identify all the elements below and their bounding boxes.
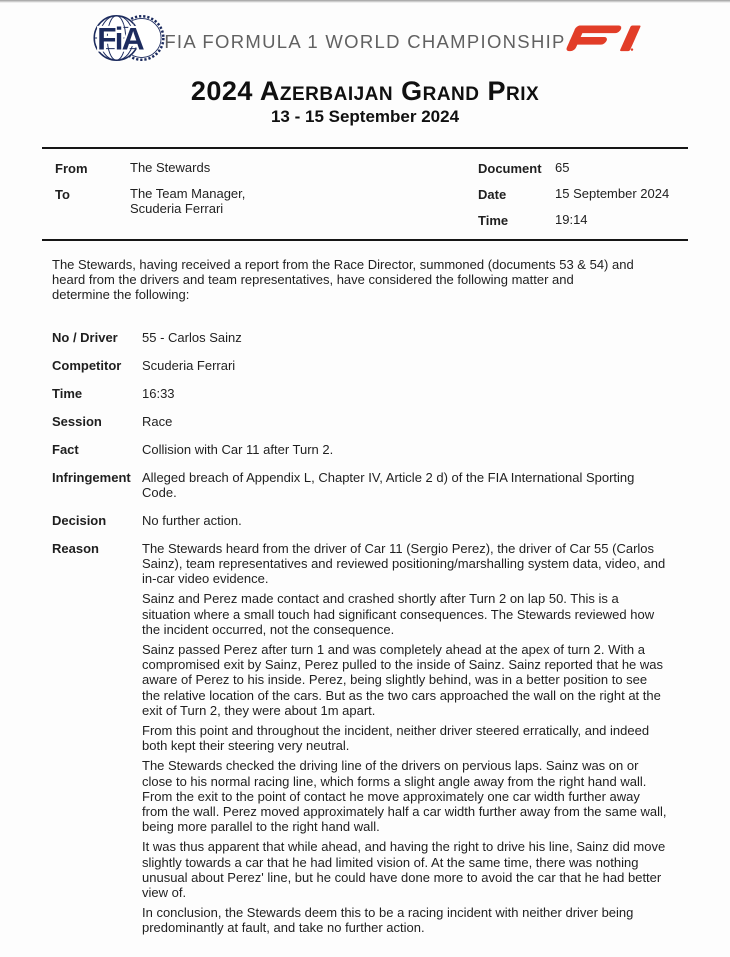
date-label: Date — [478, 187, 507, 202]
horizontal-rule-bottom — [42, 239, 688, 241]
reason-paragraph-2: Sainz and Perez made contact and crashed shortly after Turn 2 on lap 50. This is a situation where a small touch had significant consequences. The Stewards reviewed how the incident occurred, not the consequence. — [142, 591, 655, 637]
decision-value: No further action. — [142, 512, 242, 528]
reason-paragraph-1: The Stewards heard from the driver of Car 11 (Sergio Perez), the driver of Car 55 (Carlos Sainz), team representatives and reviewed positioning/marshalling system data, video, and in-car video evidence. — [142, 540, 666, 587]
reason-paragraph-6: It was thus apparent that while ahead, and having the right to drive his line, Sainz did move slightly towards a car that he had limited vision of. At the same time, there was nothing unusual about Perez' line, but he could have done more to avoid the car that he had better view of. — [142, 839, 666, 901]
infringement-label: Infringement — [52, 469, 131, 485]
from-value: The Stewards — [130, 160, 211, 175]
time-value: 19:14 — [555, 212, 588, 227]
f1-logo-icon — [553, 25, 645, 52]
field-row-session — [52, 414, 670, 429]
reason-paragraph-7: In conclusion, the Stewards deem this to be a racing incident with neither driver being predominantly at fault, and take no further action. — [142, 905, 634, 936]
f1-logo — [553, 25, 645, 57]
field-row-time — [52, 386, 670, 401]
to-value-line1: The Team Manager, — [130, 186, 246, 201]
field-row-reason — [52, 541, 670, 941]
reason-value — [142, 541, 668, 941]
reason-label: Reason — [52, 540, 99, 556]
date-value: 15 September 2024 — [555, 186, 670, 201]
document-meta — [42, 157, 688, 237]
fact-label: Fact — [52, 441, 79, 457]
reason-paragraph-3: Sainz passed Perez after turn 1 and was completely ahead at the apex of turn 2. With a compromised exit by Sainz, Perez pulled to the inside of Sainz. Sainz reported that he was aware of Perez to his inside. Perez, being slightly behind, was in a better position to see the relative location of the cars. But as the two cars approached the wall on the right at the exit of Turn 2, they were about 1m apart. — [142, 642, 664, 718]
to-value — [130, 187, 245, 216]
reason-paragraph-5: The Stewards checked the driving line of the drivers on pervious laps. Sainz was on or close to his normal racing line, which forms a slight angle away from the right hand wall. From the exit to the point of contact he move approximately one car width further away from the wall. Perez moved approximately half a car width further away from the same wall, being more parallel to the right hand wall. — [142, 758, 667, 835]
field-row-fact — [52, 442, 670, 457]
competitor-label: Competitor — [52, 357, 122, 373]
field-row-decision — [52, 513, 670, 528]
driver-value: 55 - Carlos Sainz — [142, 329, 242, 345]
horizontal-rule-top — [42, 147, 688, 149]
reason-paragraph-4: From this point and throughout the incident, neither driver steered erratically, and indeed both kept their steering very neutral. — [142, 723, 650, 754]
time-label: Time — [478, 213, 509, 228]
field-row-driver — [52, 330, 670, 345]
intro-paragraph: The Stewards, having received a report from the Race Director, summoned (documents 53 & 54) and heard from the drivers and team representatives, have considered the following matter and determine the following: — [52, 257, 634, 303]
decision-label: Decision — [52, 512, 107, 528]
field-row-competitor — [52, 358, 670, 373]
driver-label: No / Driver — [52, 329, 118, 345]
to-label: To — [55, 187, 70, 202]
document-number-value: 65 — [555, 160, 570, 175]
field-row-infringement — [52, 470, 670, 500]
incident-time-value: 16:33 — [142, 385, 175, 401]
session-value: Race — [142, 413, 173, 429]
session-label: Session — [52, 413, 102, 429]
from-label: From — [55, 161, 88, 176]
event-title: 2024 Azerbaijan Grand Prix — [190, 76, 540, 106]
fact-value: Collision with Car 11 after Turn 2. — [142, 441, 334, 457]
incident-time-label: Time — [52, 385, 83, 401]
document-body — [52, 257, 670, 953]
infringement-value: Alleged breach of Appendix L, Chapter IV, Article 2 d) of the FIA International Sporting Code. — [142, 469, 635, 500]
to-value-line2: Scuderia Ferrari — [130, 200, 224, 216]
scan-artifact-edge — [0, 0, 730, 3]
document-number-label: Document — [478, 161, 542, 176]
competitor-value: Scuderia Ferrari — [142, 357, 236, 373]
championship-title: FIA FORMULA 1 WORLD CHAMPIONSHIP — [164, 31, 566, 52]
fia-logo-text: FiA — [97, 20, 143, 57]
event-dates: 13 - 15 September 2024 — [270, 107, 460, 126]
